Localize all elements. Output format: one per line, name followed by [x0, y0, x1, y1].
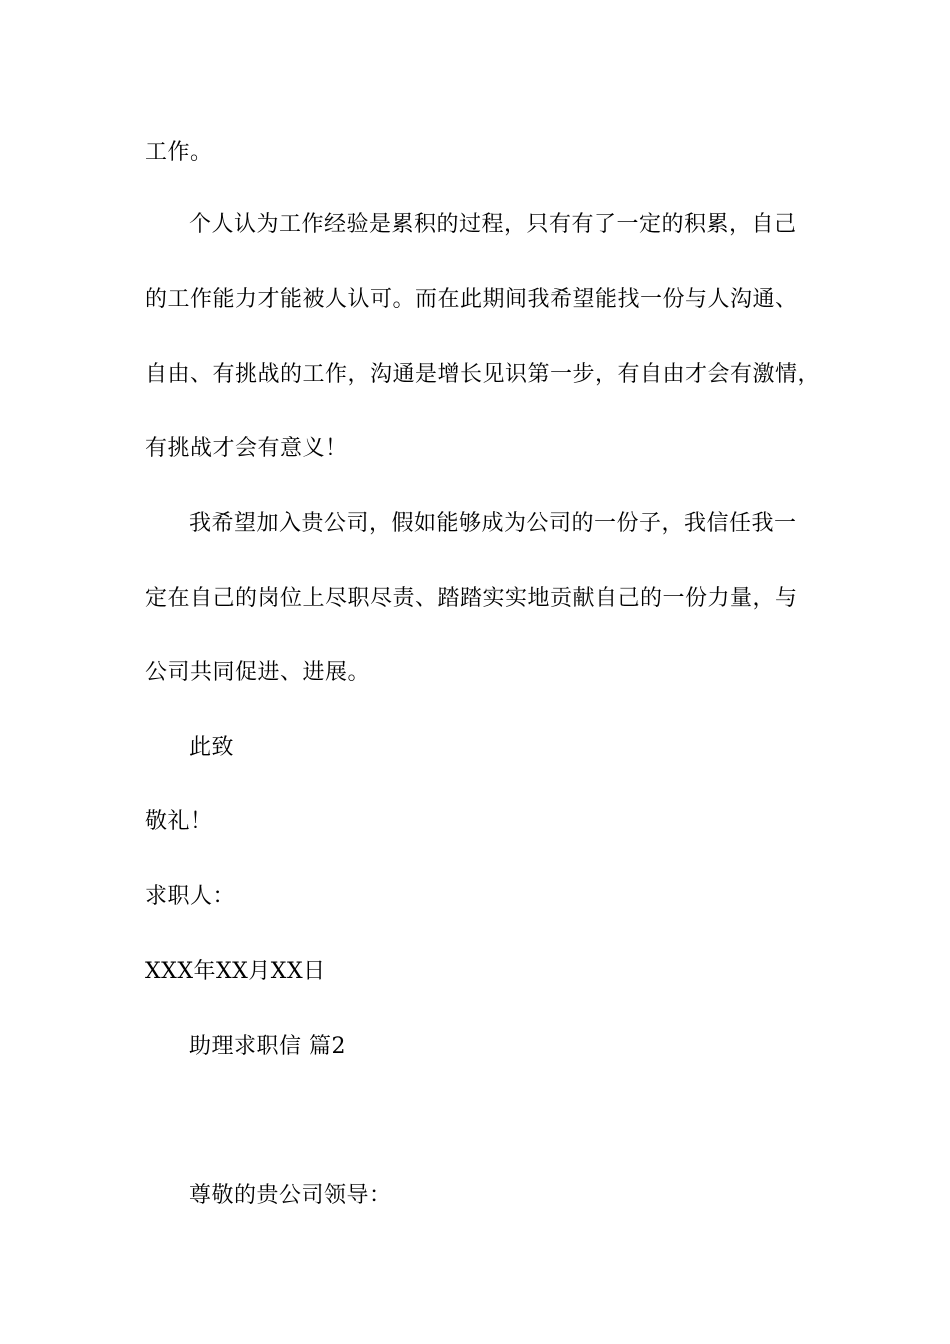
paragraph-line: 我希望加入贵公司，假如能够成为公司的一份子，我信任我一	[189, 511, 797, 536]
applicant-signature-label: 求职人：	[145, 884, 236, 909]
letter-greeting: 尊敬的贵公司领导：	[189, 1183, 392, 1208]
paragraph-line: 工作。	[145, 140, 213, 165]
paragraph-line: 有挑战才会有意义！	[145, 436, 348, 461]
letter-date: XXX年XX月XX日	[145, 959, 326, 984]
paragraph-line: 个人认为工作经验是累积的过程，只有有了一定的积累，自己	[189, 212, 797, 237]
closing-salutation: 此致	[189, 735, 235, 760]
paragraph-line: 的工作能力才能被人认可。而在此期间我希望能找一份与人沟通、	[145, 287, 798, 312]
closing-regards: 敬礼！	[145, 809, 213, 834]
paragraph-line: 定在自己的岗位上尽职尽责、踏踏实实地贡献自己的一份力量，与	[145, 586, 798, 611]
paragraph-line: 公司共同促进、进展。	[145, 660, 371, 685]
paragraph-line: 自由、有挑战的工作，沟通是增长见识第一步，有自由才会有激情，	[145, 362, 821, 387]
section-heading: 助理求职信 篇2	[189, 1034, 346, 1059]
